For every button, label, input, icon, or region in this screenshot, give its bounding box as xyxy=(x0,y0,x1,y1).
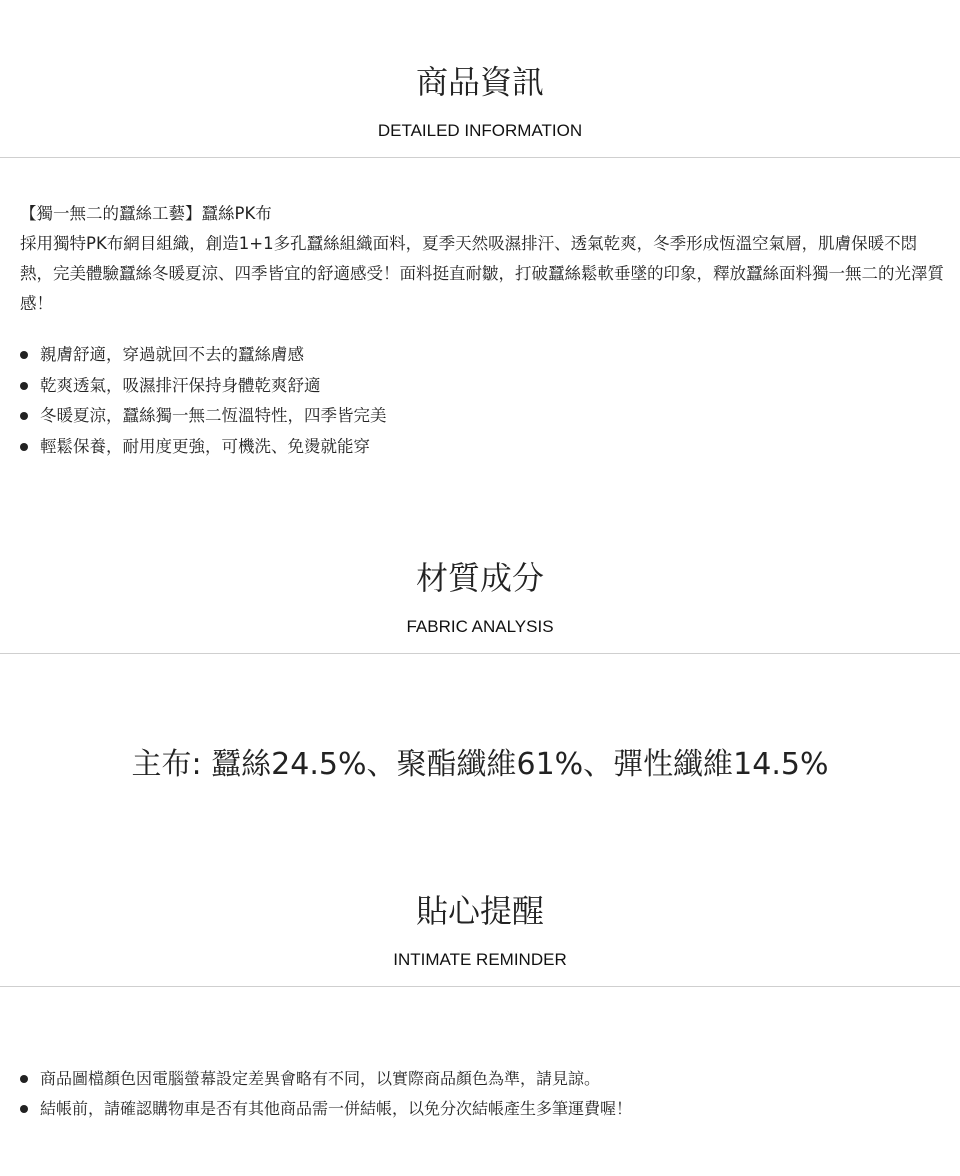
product-description-block xyxy=(20,199,948,319)
reminder-text: 商品圖檔顏色因電腦螢幕設定差異會略有不同，以實際商品顏色為準，請見諒。 xyxy=(40,1069,601,1088)
fabric-analysis-divider xyxy=(0,653,960,654)
reminder-list xyxy=(20,1064,948,1124)
product-description: 採用獨特PK布網目組織，創造1+1多孔蠶絲組織面料，夏季天然吸濕排汗、透氣乾爽，冬季形成恆溫空氣層，肌膚保暖不悶熱，完美體驗蠶絲冬暖夏涼、四季皆宜的舒適感受！面料挺直耐皺，打破蠶絲鬆軟垂墜的印象，釋放蠶絲面料獨一無二的光澤質感！ xyxy=(20,234,944,313)
product-heading: 【獨一無二的蠶絲工藝】蠶絲PK布 xyxy=(20,204,272,223)
bullet-icon xyxy=(20,382,28,390)
reminder-text: 結帳前，請確認購物車是否有其他商品需一併結帳，以免分次結帳產生多筆運費喔！ xyxy=(40,1099,633,1118)
list-item xyxy=(20,1094,948,1124)
list-item xyxy=(20,340,948,371)
reminder-title: 貼心提醒 xyxy=(415,892,544,930)
feature-text: 冬暖夏涼，蠶絲獨一無二恆溫特性，四季皆完美 xyxy=(40,406,387,425)
bullet-icon xyxy=(20,351,28,359)
feature-text: 輕鬆保養，耐用度更強，可機洗、免燙就能穿 xyxy=(40,436,370,456)
bullet-icon xyxy=(20,443,28,451)
reminder-divider xyxy=(0,986,960,987)
list-item xyxy=(20,401,948,432)
fabric-analysis-subtitle: FABRIC ANALYSIS xyxy=(406,617,554,636)
reminder-subtitle: INTIMATE REMINDER xyxy=(393,950,567,969)
bullet-icon xyxy=(20,1075,28,1083)
product-info-subtitle: DETAILED INFORMATION xyxy=(377,121,583,140)
fabric-composition: 主布: 蠶絲24.5%、聚酯纖維61%、彈性纖維14.5% xyxy=(131,747,829,782)
bullet-icon xyxy=(20,412,28,420)
feature-text: 親膚舒適，穿過就回不去的蠶絲膚感 xyxy=(40,345,304,364)
list-item xyxy=(20,371,948,402)
list-item xyxy=(20,432,948,463)
bullet-icon xyxy=(20,1105,28,1113)
list-item xyxy=(20,1064,948,1094)
feature-text: 乾爽透氣，吸濕排汗保持身體乾爽舒適 xyxy=(40,375,321,395)
product-info-title: 商品資訊 xyxy=(415,63,544,101)
product-info-divider xyxy=(0,157,960,158)
feature-list xyxy=(20,340,948,462)
fabric-analysis-title: 材質成分 xyxy=(415,559,544,597)
